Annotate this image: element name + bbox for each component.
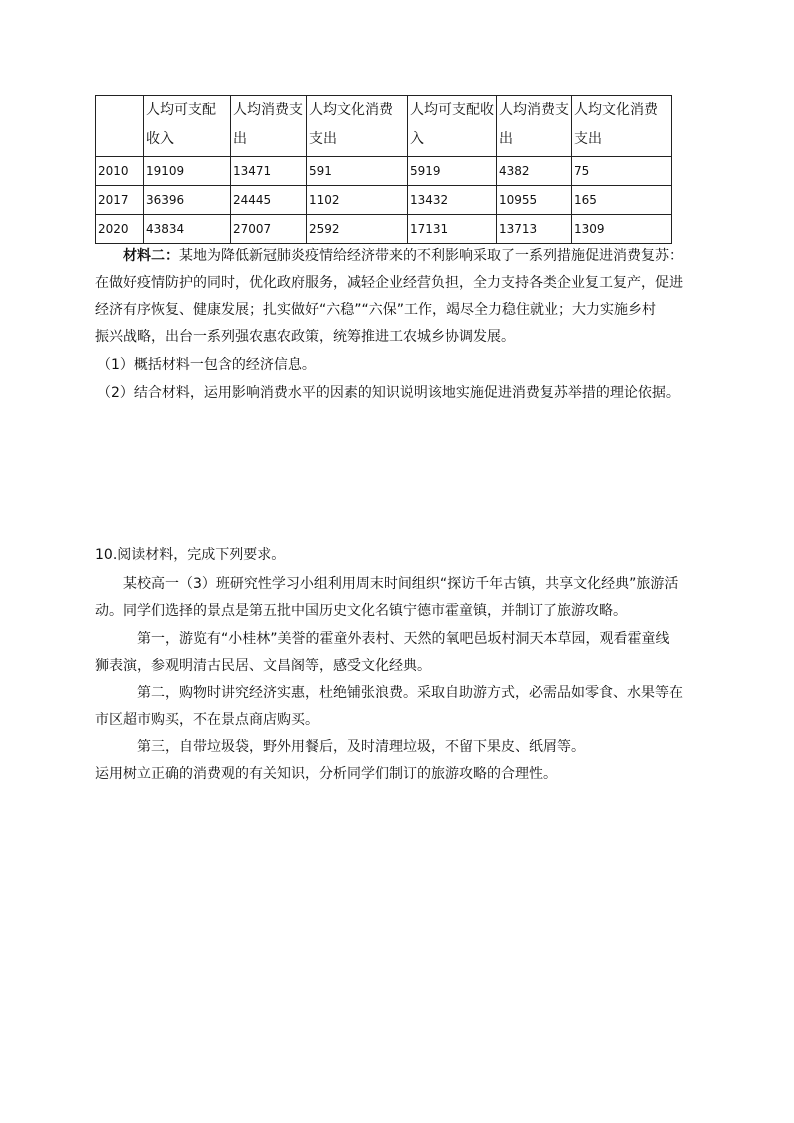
table-header-cell: 人均消费支出 (497, 96, 572, 157)
q10-para2-line1: 第一，游览有“小桂林”美誉的霍童外表村、天然的氧吧邑坂村洞天本草园，观看霍童线 (137, 631, 670, 647)
table-cell: 36396 (144, 186, 231, 215)
table-cell: 2017 (96, 186, 144, 215)
table-row (96, 215, 672, 244)
table-header-cell: 人均可支配收入 (408, 96, 497, 157)
table-header-cell: 人均可支配收入 (144, 96, 231, 157)
table-header-cell: 人均文化消费支出 (572, 96, 672, 157)
table-cell: 13713 (497, 215, 572, 244)
q10-para1-line2: 动。同学们选择的景点是第五批中国历史文化名镇宁德市霍童镇，并制订了旅游攻略。 (95, 603, 627, 619)
material2-line3: 经济有序恢复、健康发展；扎实做好“六稳”“六保”工作，竭尽全力稳住就业；大力实施乡村 (95, 302, 657, 318)
table-cell: 19109 (144, 157, 231, 186)
material2-label: 材料二： (123, 248, 179, 264)
q10-para4: 第三，自带垃圾袋，野外用餐后，及时清理垃圾，不留下果皮、纸屑等。 (137, 739, 585, 755)
table-cell: 13471 (231, 157, 307, 186)
table-header-cell: 人均文化消费支出 (307, 96, 408, 157)
table-cell: 2592 (307, 215, 408, 244)
table-cell: 4382 (497, 157, 572, 186)
q10-question: 运用树立正确的消费观的有关知识，分析同学们制订的旅游攻略的合理性。 (95, 766, 557, 782)
table-header-cell: 人均消费支出 (231, 96, 307, 157)
q10-para2-line2: 狮表演，参观明清古民居、文昌阁等，感受文化经典。 (95, 658, 431, 674)
table-cell: 165 (572, 186, 672, 215)
table-cell: 43834 (144, 215, 231, 244)
table-row (96, 157, 672, 186)
material2-line1 (123, 247, 683, 265)
table-cell: 591 (307, 157, 408, 186)
table-cell: 1309 (572, 215, 672, 244)
table-cell: 10955 (497, 186, 572, 215)
material2-line2: 在做好疫情防护的同时，优化政府服务，减轻企业经营负担，全力支持各类企业复工复产，促进 (95, 275, 683, 291)
material2-line4: 振兴战略，出台一系列强农惠农政策，统筹推进工农城乡协调发展。 (95, 329, 515, 345)
q10-title: 10.阅读材料，完成下列要求。 (95, 547, 286, 563)
table-cell: 27007 (231, 215, 307, 244)
table-cell: 17131 (408, 215, 497, 244)
table-cell: 5919 (408, 157, 497, 186)
question-1: （1）概括材料一包含的经济信息。 (97, 357, 316, 373)
table-cell: 2020 (96, 215, 144, 244)
q10-para3-line2: 市区超市购买，不在景点商店购买。 (95, 712, 319, 728)
material2-text: 某地为降低新冠肺炎疫情给经济带来的不利影响采取了一系列措施促进消费复苏： (179, 248, 683, 264)
table-cell: 75 (572, 157, 672, 186)
table-header-row (96, 96, 672, 157)
q10-para3-line1: 第二，购物时讲究经济实惠，杜绝铺张浪费。采取自助游方式，必需品如零食、水果等在 (137, 685, 683, 701)
table-cell: 2010 (96, 157, 144, 186)
table-header-cell (96, 96, 144, 157)
table-cell: 24445 (231, 186, 307, 215)
question-2: （2）结合材料，运用影响消费水平的因素的知识说明该地实施促进消费复苏举措的理论依据。 (97, 385, 680, 401)
table-row (96, 186, 672, 215)
table-cell: 1102 (307, 186, 408, 215)
statistics-table (95, 95, 672, 244)
q10-para1-line1: 某校高一（3）班研究性学习小组利用周末时间组织“探访千年古镇，共享文化经典”旅游活 (123, 576, 679, 592)
table-cell: 13432 (408, 186, 497, 215)
